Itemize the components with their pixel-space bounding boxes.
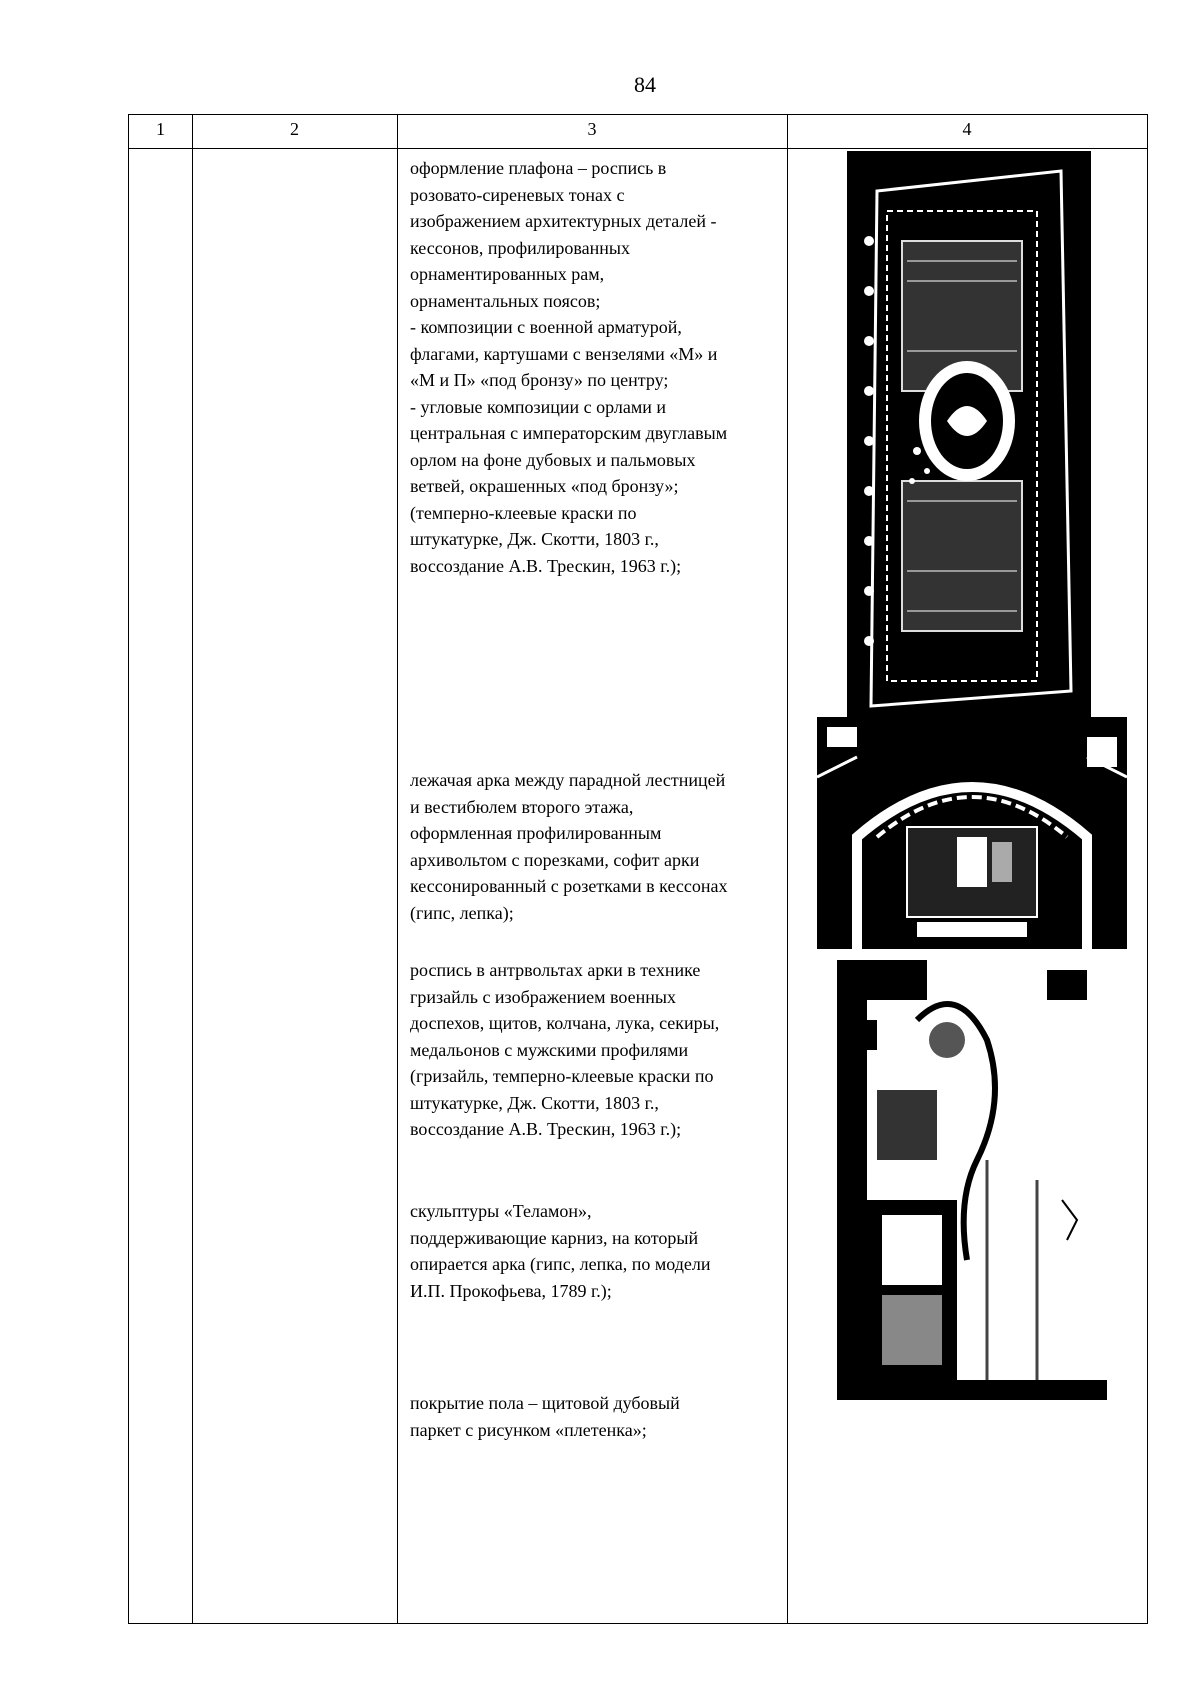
- column-divider: [787, 115, 788, 1623]
- column-divider: [397, 115, 398, 1623]
- header-divider: [129, 148, 1147, 149]
- page-number: 84: [634, 72, 656, 97]
- description-floor: покрытие пола – щитовой дубовый паркет с рисунком «плетенка»;: [410, 1393, 680, 1440]
- header-cell-1: 1: [156, 119, 165, 139]
- header-cell-3: 3: [587, 119, 597, 139]
- description-grisaille: роспись в антрвольтах арки в технике гризайль с изображением военных доспехов, щитов, колчана, лука, секиры, медальонов с мужскими профилями (гризайль, темперно-клеевые краски по штукатурке, Дж. Скотти, 1803 г., воссоздание А.В. Трескин, 1963 г.);: [410, 960, 720, 1139]
- ceiling-plafond-photo: [847, 151, 1091, 721]
- telamon-sculpture-photo: [837, 960, 1107, 1400]
- column-divider: [192, 115, 193, 1623]
- header-cell-2: 2: [290, 119, 299, 139]
- description-arch: лежачая арка между парадной лестницей и вестибюлем второго этажа, оформленная профилированным архивольтом с порезками, софит арки кессонированный с розетками в кессонах (гипс, лепка);: [410, 770, 728, 923]
- arch-photo: [817, 717, 1127, 949]
- document-table: [128, 114, 1148, 1624]
- description-telamon: скульптуры «Теламон», поддерживающие карниз, на который опирается арка (гипс, лепка, по модели И.П. Прокофьева, 1789 г.);: [410, 1201, 711, 1301]
- header-cell-4: 4: [962, 119, 972, 139]
- description-plafond: оформление плафона – роспись в розовато-сиреневых тонах с изображением архитектурных деталей - кессонов, профилированных орнаментированных рам, орнаментальных поясов; - композиции с военной арматурой, флагами, картушами с вензелями «М» и «М и П» «под бронзу» по центру; - угловые композиции с орлами и центральная с императорским двуглавым орлом на фоне дубовых и пальмовых ветвей, окрашенных «под бронзу»; (темперно-клеевые краски по штукатурке, Дж. Скотти, 1803 г., воссоздание А.В. Трескин, 1963 г.);: [410, 158, 728, 576]
